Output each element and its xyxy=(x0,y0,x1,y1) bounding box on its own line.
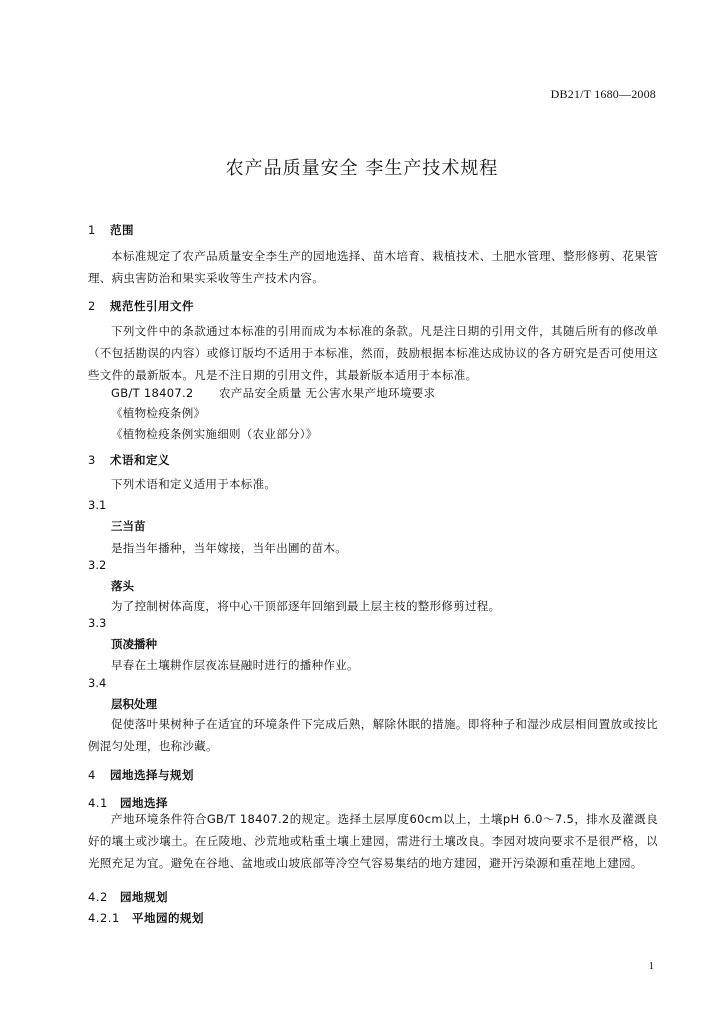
section-title: 园地选择与规划 xyxy=(110,768,194,782)
document-title: 农产品质量安全 李生产技术规程 xyxy=(225,158,499,179)
section-number: 4.2.1 xyxy=(88,911,120,925)
section-3-intro: 下列术语和定义适用于本标准。 xyxy=(111,477,277,491)
section-title: 园地选择 xyxy=(120,796,168,810)
reference-item xyxy=(111,385,435,401)
term-number: 3.2 xyxy=(88,558,107,572)
section-title: 平地园的规划 xyxy=(132,911,204,925)
section-2-heading xyxy=(88,298,194,314)
reference-item: 《植物检疫条例实施细则（农业部分）》 xyxy=(111,427,318,441)
section-number: 3 xyxy=(88,453,96,467)
term-name: 三当苗 xyxy=(111,519,146,533)
section-1-heading xyxy=(88,222,134,238)
section-title: 术语和定义 xyxy=(110,453,170,467)
section-number: 4.2 xyxy=(88,890,108,904)
section-title: 规范性引用文件 xyxy=(110,299,194,313)
subsection-4-2-heading xyxy=(88,889,168,905)
term-number: 3.1 xyxy=(88,498,107,512)
section-2-paragraph: 下列文件中的条款通过本标准的引用而成为本标准的条款。凡是注日期的引用文件，其随后所有的修改单（不包括勘误的内容）或修订版均不适用于本标准，然而，鼓励根据本标准达成协议的各方研究是否可使用这些文件的最新版本。凡是不注日期的引用文件，其最新版本适用于本标准。 xyxy=(88,324,658,382)
subsection-4-1-paragraph: 产地环境条件符合GB/T 18407.2的规定。选择土层厚度60cm以上，土壤pH 6.0～7.5，排水及灌溉良好的壤土或沙壤土。在丘陵地、沙荒地或粘重土壤上建园，需进行土壤改良。李园对坡向要求不是很严格，以光照充足为宜。避免在谷地、盆地或山坡底部等冷空气容易集结的地方建园，避开污染源和重茬地上建园。 xyxy=(88,812,658,870)
section-title: 园地规划 xyxy=(120,890,168,904)
term-definition: 为了控制树体高度，将中心干顶部逐年回缩到最上层主枝的整形修剪过程。 xyxy=(111,599,501,613)
reference-title: 农产品安全质量 无公害水果产地环境要求 xyxy=(219,386,436,400)
page-number: 1 xyxy=(648,960,654,972)
term-definition: 是指当年播种，当年嫁接，当年出圃的苗木。 xyxy=(111,541,347,555)
subsection-4-2-1-heading xyxy=(88,910,204,926)
section-4-heading xyxy=(88,767,194,783)
reference-code: GB/T 18407.2 xyxy=(111,386,194,400)
standard-code: DB21/T 1680—2008 xyxy=(550,87,656,101)
section-number: 1 xyxy=(88,223,96,237)
section-title: 范围 xyxy=(110,223,134,237)
term-name: 层积处理 xyxy=(111,697,157,711)
term-definition: 促使落叶果树种子在适宜的环境条件下完成后熟，解除休眠的措施。即将种子和湿沙成层相间置放或按比例混匀处理，也称沙藏。 xyxy=(88,717,658,753)
section-number: 4 xyxy=(88,768,96,782)
section-number: 2 xyxy=(88,299,96,313)
term-name: 落头 xyxy=(111,579,134,593)
term-definition: 早春在土壤耕作层夜冻昼融时进行的播种作业。 xyxy=(111,658,359,672)
term-number: 3.4 xyxy=(88,676,107,690)
section-3-heading xyxy=(88,452,170,468)
section-1-paragraph: 本标准规定了农产品质量安全李生产的园地选择、苗木培育、栽植技术、土肥水管理、整形修剪、花果管理、病虫害防治和果实采收等生产技术内容。 xyxy=(88,249,658,285)
section-number: 4.1 xyxy=(88,796,108,810)
reference-item: 《植物检疫条例》 xyxy=(111,406,206,420)
term-number: 3.3 xyxy=(88,616,107,630)
term-name: 顶凌播种 xyxy=(111,637,157,651)
